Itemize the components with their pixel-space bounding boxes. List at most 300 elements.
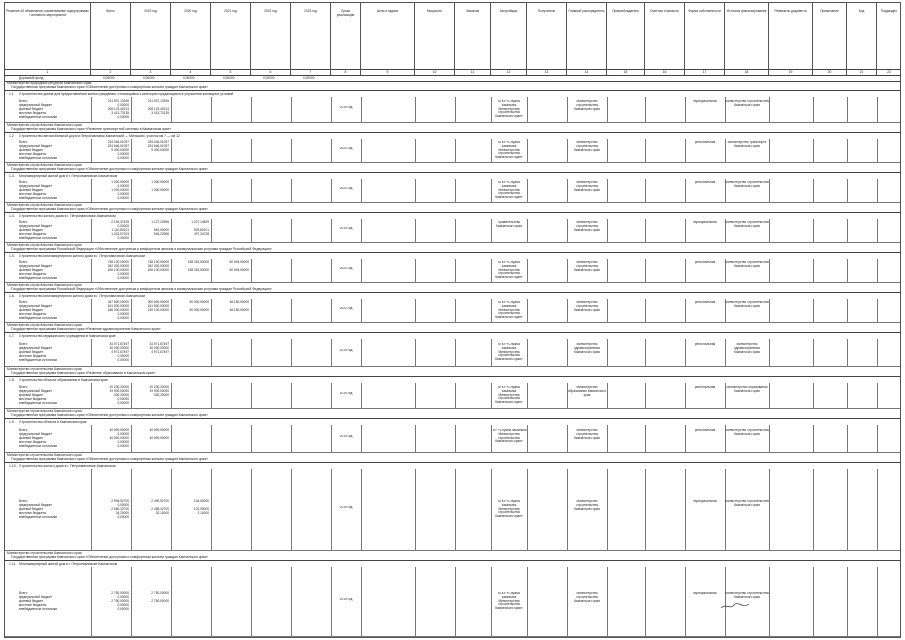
detail-cell: Министерство строительства Камчатского края [725,301,769,308]
funding-value: 0,00000 [117,503,129,507]
funding-value: 0,00000 [117,440,129,444]
program-title: Государственная программа Камчатского края «Обеспечение доступным и комфортным жильем граждан Камчатского края» [11,167,209,171]
grid-line [685,567,686,637]
funding-value: 2 750,00000 [151,591,169,595]
funding-value: 0,00000 [117,115,129,119]
grid-line [813,383,814,409]
funding-value: 0,00000 [117,272,129,276]
ministry-title: Министерство строительства Камчатского края [7,123,82,127]
grid-line [361,299,362,323]
grid-line [769,139,770,163]
object-number: 1.4. [9,214,15,218]
funding-value: 161 500,00000 [147,304,169,308]
grid-line [211,383,212,409]
grid-line [455,383,456,409]
ministry-title: Министерство строительства Камчатского края [7,243,82,247]
implementation-year: 2019 год [339,598,353,601]
grid-line [645,383,646,409]
funding-value: 224 646,01097 [147,144,169,148]
funding-value: 1 000,00000 [111,180,129,184]
grid-line [331,299,332,323]
object-number: 1.7. [9,334,15,338]
grid-line [251,383,252,409]
column-header: Мощность [415,3,455,69]
funding-value: 48 150,00000 [229,300,249,304]
implementation-year: 2020 год [339,267,353,270]
funding-source-label: Всего [19,385,28,389]
detail-cell: Министерство здравоохранения Камчатского края [574,343,600,354]
program-title: Государственная программа Камчатского края «Развитие транспортной системы в Камчатском крае» [11,127,172,131]
grid-line [415,469,416,551]
grid-line [527,259,528,283]
grid-line [171,425,172,453]
funding-value: 186 300,00000 [107,308,129,312]
grid-line [361,567,362,637]
object-number: 1.3. [9,174,15,178]
ministry-title: Министерство строительства Камчатского края [7,163,82,167]
funding-value: 0,00000 [117,276,129,280]
grid-line [251,259,252,283]
grid-line [251,339,252,367]
funding-value: 0,00000 [117,192,129,196]
grid-line [607,259,608,283]
implementation-year: 2022 год [339,307,353,310]
column-number: 7 [291,69,331,75]
column-header: 2021 год [211,3,251,69]
object-name: Строительство домов для предоставления жилья гражданам, относящимся к категории нуждающихся в улучшении жилищных условий [19,92,234,96]
detail-cell: Министерство строительства Камчатского края [574,500,600,511]
grid-line [251,299,252,323]
grid-line [769,299,770,323]
grid-line [331,567,332,637]
object-row [5,376,900,409]
grid-line [171,179,172,203]
grid-line [415,179,416,203]
program-title: Государственная программа Камчатского края «Обеспечение доступным и комфортным жильем граждан Камчатского края» [11,413,209,417]
grid-line [455,97,456,123]
funding-source-label: федеральный бюджет [19,503,53,507]
detail-cell: Министерство строительства Камчатского края [725,181,769,188]
funding-value: 0,00000 [117,401,129,405]
object-number: 1.2. [9,134,15,138]
implementation-year: 2019 год [339,349,353,352]
program-section [5,243,900,283]
funding-value: 4 971,67497 [111,350,129,354]
detail-cell: КГКУ «Служба заказчика Министерства строительства Камчатского края» [495,500,523,519]
column-header: 2022 год [251,3,291,69]
object-row [5,292,900,323]
grid-line [847,339,848,367]
funding-source-label: внебюджетные источники [19,276,58,280]
grid-line [291,567,292,637]
grid-line [331,383,332,409]
funding-source-label: внебюджетные источники [19,115,58,119]
grid-line [645,139,646,163]
funding-value: 139 100,00000 [147,308,169,312]
object-name: Строительство многоквартирного жилого дома в г. Петропавловске-Камчатском [19,254,145,258]
object-number: 1.9. [9,420,15,424]
grid-line [527,567,528,637]
detail-cell: КГКУ «Служба заказчика Министерства строительства Камчатского края» [495,261,523,280]
detail-cell: Министерство строительства Камчатского края [574,429,600,440]
grid-line [291,425,292,453]
detail-cell: Министерство строительства Камчатского края [574,100,600,111]
detail-cell: Министерство транспорта Камчатского края [727,141,767,148]
funding-source-label: Всего [19,180,28,184]
funding-value: 0,00000 [117,103,129,107]
grid-line [813,425,814,453]
totals-value: 0,00000 [103,76,115,80]
funding-value: 60 545,00000 [229,268,249,272]
column-header: Реквизиты документа [769,3,813,69]
grid-line [847,97,848,123]
funding-value: 3 413,73135 [151,111,169,115]
grid-line [291,219,292,243]
detail-cell: Министерство строительства Камчатского края [725,221,769,228]
funding-value: 224 646,01097 [107,144,129,148]
object-name: Строительство медицинского учреждения в Камчатском крае [19,334,116,338]
funding-value: 0,00000 [117,603,129,607]
funding-source-label: краевой бюджет [19,268,44,272]
detail-cell: Правительство Камчатского края [496,221,522,228]
grid-line [607,299,608,323]
object-name: Строительство жилого дома в г. Петропавловске-Камчатском [19,214,116,218]
grid-line [813,139,814,163]
grid-line [527,469,528,551]
grid-line [877,567,878,637]
program-section [5,203,900,243]
grid-line [361,339,362,367]
funding-source-label: федеральный бюджет [19,389,53,393]
grid-line [171,339,172,367]
funding-value: 0,00000 [117,152,129,156]
grid-line [847,469,848,551]
column-header: Примечание [813,3,847,69]
grid-line [291,469,292,551]
funding-source-label: внебюджетные источники [19,607,58,611]
detail-cell: муниципальная [693,221,717,224]
detail-cell: Министерство строительства Камчатского края [725,429,769,436]
table-header [5,3,900,70]
grid-line [813,339,814,367]
grid-line [251,219,252,243]
column-header: 2023 год [291,3,331,69]
funding-value: 34 971,67497 [109,342,129,346]
grid-line [291,139,292,163]
grid-line [725,469,726,551]
detail-cell: Министерство строительства Камчатского края [574,301,600,312]
grid-line [251,425,252,453]
funding-value: 0,00000 [117,184,129,188]
grid-line [847,299,848,323]
detail-cell: региональная [694,261,716,264]
object-row [5,172,900,203]
grid-line [847,219,848,243]
totals-value: 0,00000 [223,76,235,80]
funding-value: 0,00000 [117,196,129,200]
grid-line [769,469,770,551]
detail-cell: региональная [694,301,716,304]
grid-line [331,219,332,243]
grid-line [361,425,362,453]
funding-source-label: Всего [19,428,28,432]
object-row [5,252,900,283]
grid-line [211,219,212,243]
column-header: Получатель [527,3,567,69]
detail-cell: Министерство строительства Камчатского края [574,221,600,232]
funding-value: 406 100,00000 [147,268,169,272]
grid-line [769,97,770,123]
grid-line [877,469,878,551]
funding-source-label: краевой бюджет [19,599,44,603]
funding-value: 208 123,40214 [107,107,129,111]
grid-line [645,97,646,123]
funding-value: 211 537,13349 [107,99,129,103]
column-number: 6 [251,69,291,75]
funding-value: 2 750,00000 [111,599,129,603]
grid-line [607,179,608,203]
grid-line [415,139,416,163]
grid-line [361,219,362,243]
grid-line [415,219,416,243]
funding-value: 19 900,00000 [109,389,129,393]
column-number: 19 [769,69,813,75]
funding-value: 20 230,20000 [109,385,129,389]
funding-source-label: внебюджетные источники [19,358,58,362]
implementation-year: 2020 год [339,147,353,150]
grid-line [847,139,848,163]
funding-value: 529,80101 [193,228,209,232]
funding-value: 208 123,40214 [147,107,169,111]
funding-value: 211 537,13349 [147,99,169,103]
program-section [5,81,900,123]
grid-line [361,469,362,551]
funding-value: 234 046,01097 [107,140,129,144]
column-header: Источник финансирования [725,3,769,69]
funding-source-label: местные бюджеты [19,511,47,515]
column-header: Решение об объявлении, наименование подпрограммы / основного мероприятия [5,3,91,69]
funding-value: 2 750,00000 [111,591,129,595]
grid-line [769,425,770,453]
column-number: 2 [91,69,131,75]
funding-value: 30 000,00000 [109,346,129,350]
grid-line [847,567,848,637]
totals-value: 0,00000 [183,76,195,80]
grid-line [211,567,212,637]
grid-line [251,139,252,163]
funding-source-label: внебюджетные источники [19,196,58,200]
column-header: Форма собственности [685,3,725,69]
funding-value: 2 560,32700 [111,507,129,511]
grid-line [607,219,608,243]
object-name: Строительство автомобильной дороги Петропавловск-Камчатский — Мильково, участок км 7 — км 12 [19,134,180,138]
grid-line [527,299,528,323]
grid-line [645,567,646,637]
grid-line [415,339,416,367]
grid-line [877,299,878,323]
funding-value: 330,20000 [113,393,129,397]
ministry-title: Министерство природных ресурсов Камчатского края [7,81,92,85]
grid-line [211,97,212,123]
column-header: Застройщик [491,3,527,69]
grid-line [877,219,878,243]
program-title: Государственная программа Российской Федерации «Обеспечение доступным и комфортным жильем и коммунальными услугами граждан Российской Федерации» [11,287,272,291]
grid-line [361,179,362,203]
column-header: 2020 год [171,3,211,69]
funding-value: 40 500,00000 [109,428,129,432]
grid-line [813,299,814,323]
program-section [5,123,900,163]
grid-line [331,259,332,283]
grid-line [877,97,878,123]
column-header: Сметная стоимость [645,3,685,69]
grid-line [251,567,252,637]
funding-source-label: Всего [19,499,28,503]
funding-source-label: Всего [19,99,28,103]
funding-value: 34,20000 [115,511,129,515]
funding-value: 2,10000 [197,511,209,515]
funding-source-label: краевой бюджет [19,308,44,312]
column-header: Подраздел [877,3,901,69]
funding-value: 4 971,67497 [151,350,169,354]
column-number: 11 [455,69,491,75]
funding-value: 101,90000 [193,507,209,511]
funding-value: 347 800,00000 [107,300,129,304]
grid-line [251,469,252,551]
grid-line [361,383,362,409]
column-header: Заказчик [455,3,491,69]
funding-source-label: краевой бюджет [19,436,44,440]
grid-line [211,339,212,367]
funding-value: 1 127,22596 [151,220,169,224]
grid-line [171,383,172,409]
funding-source-label: федеральный бюджет [19,224,53,228]
funding-source-label: внебюджетные источники [19,401,58,405]
funding-value: 342 000,00000 [107,264,129,268]
grid-line [847,383,848,409]
object-number: 1.10. [9,464,17,468]
grid-line [769,259,770,283]
detail-cell: КГКУ «Служба заказчика Министерства строительства Камчатского края» [495,343,523,362]
funding-value: 581,00000 [153,228,169,232]
funding-value: 1 000,00000 [151,188,169,192]
detail-cell: КГКУ «Служба заказчика Министерства строительства Камчатского края» [495,100,523,119]
object-row [5,132,900,163]
ministry-title: Министерство строительства Камчатского края [7,367,82,371]
detail-cell: ГКУ «Служба заказчика Министерства строительства Камчатского края» [491,429,527,444]
document-sheet [4,2,901,638]
totals-label: Дорожный фонд [19,76,44,80]
program-section [5,453,900,551]
detail-cell: Министерство строительства Камчатского края [574,141,600,152]
funding-value: 198 392,53000 [187,260,209,264]
grid-line [645,219,646,243]
funding-source-label: Всего [19,140,28,144]
grid-line [171,567,172,637]
funding-source-label: внебюджетные источники [19,156,58,160]
funding-value: 0,00000 [117,432,129,436]
grid-line [645,469,646,551]
funding-value: 0,00000 [117,444,129,448]
funding-value: 1 110,80101 [111,228,129,232]
detail-cell: КГКУ «Служба заказчика Министерства строительства Камчатского края» [495,592,523,611]
grid-line [211,139,212,163]
grid-line [291,299,292,323]
funding-source-label: Всего [19,342,28,346]
funding-value: 342 000,00000 [147,264,169,268]
grid-line [291,339,292,367]
funding-value: 30 000,00000 [149,346,169,350]
grid-line [877,425,878,453]
object-name: Строительство объекта образования в Камчатском крае [19,378,108,382]
funding-value: 0,00000 [117,515,129,519]
grid-line [361,97,362,123]
column-number: 15 [607,69,645,75]
funding-value: 0,00000 [117,236,129,240]
program-title: Государственная программа Камчатского края «Развитие здравоохранения Камчатского края» [11,327,161,331]
funding-value: 20 230,20000 [149,385,169,389]
program-title: Государственная программа Камчатского края «Обеспечение доступным и комфортным жильем граждан Камчатского края» [11,555,209,559]
totals-value: 0,00000 [263,76,275,80]
grid-line [331,97,332,123]
object-name: Многоквартирный жилой дом в г. Петропавловске-Камчатском [19,562,118,566]
detail-cell: Министерство образования Камчатского края [726,386,768,393]
funding-source-label: федеральный бюджет [19,346,53,350]
object-name: Строительство жилого дома в г. Петропавловске-Камчатском [19,464,116,468]
grid-line [527,179,528,203]
detail-cell: Министерство строительства Камчатского края [574,261,600,272]
object-number: 1.6. [9,294,15,298]
grid-line [415,97,416,123]
program-section [5,323,900,367]
implementation-year: 2019 год [339,106,353,109]
grid-line [769,219,770,243]
object-number: 1.8. [9,378,15,382]
grid-line [607,139,608,163]
funding-source-label: краевой бюджет [19,393,44,397]
column-header: Правообладатель [607,3,645,69]
grid-line [291,259,292,283]
grid-line [291,383,292,409]
funding-value: 90 000,00000 [189,308,209,312]
totals-value: 0,00000 [143,76,155,80]
grid-line [607,425,608,453]
detail-cell: муниципальная [693,592,717,595]
grid-line [645,299,646,323]
grid-line [527,383,528,409]
grid-line [331,339,332,367]
grid-line [331,425,332,453]
funding-source-label: федеральный бюджет [19,432,53,436]
funding-value: 40 500,00000 [149,436,169,440]
column-number: 9 [361,69,415,75]
grid-line [415,567,416,637]
funding-value: 2 458,42700 [151,507,169,511]
funding-value: 0,00000 [117,354,129,358]
object-name: Строительство многоквартирного жилого дома в г. Петропавловске-Камчатском [19,294,145,298]
ministry-title: Министерство строительства Камчатского края [7,283,82,287]
implementation-year: 2019 год [339,435,353,438]
grid-line [607,339,608,367]
program-title: Государственная программа Камчатского края «Развитие образования в Камчатском крае» [11,371,156,375]
detail-cell: муниципальная [693,100,717,103]
grid-line [607,567,608,637]
grid-line [769,567,770,637]
ministry-title: Министерство строительства Камчатского края [7,323,82,327]
grid-line [291,179,292,203]
funding-source-label: краевой бюджет [19,350,44,354]
grid-line [211,179,212,203]
